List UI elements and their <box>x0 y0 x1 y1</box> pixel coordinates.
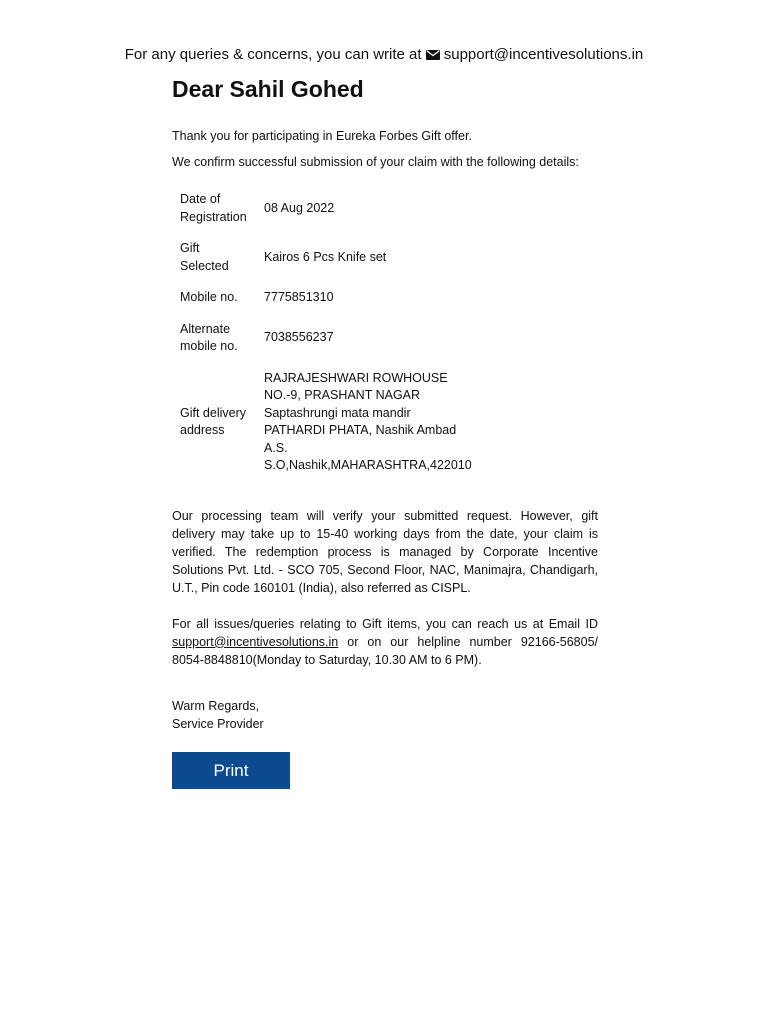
support-email-link[interactable]: support@incentivesolutions.in <box>172 634 339 649</box>
gift-selected-value: Kairos 6 Pcs Knife set <box>264 249 387 264</box>
regards-line: Warm Regards, <box>172 698 260 713</box>
main-content <box>172 74 598 789</box>
table-row-registration <box>172 184 592 233</box>
support-header-text: For any queries & concerns, you can write at <box>124 46 422 63</box>
alternate-mobile-value: 7038556237 <box>264 330 334 345</box>
table-row-address <box>172 363 592 482</box>
registration-date-value: 08 Aug 2022 <box>264 200 335 215</box>
confirmation-line: We confirm successful submission of your claim with the following details: <box>172 155 579 169</box>
issues-prefix: For all issues/queries relating to Gift items, you can reach us at Email ID <box>172 616 598 631</box>
address-line: A.S. <box>264 440 288 455</box>
signature-line: Service Provider <box>172 716 264 731</box>
envelope-icon <box>426 50 440 60</box>
thank-you-line: Thank you for participating in Eureka Forbes Gift offer. <box>172 129 472 143</box>
print-button[interactable]: Print <box>172 752 290 789</box>
delivery-address-label: Gift delivery address <box>180 405 246 437</box>
address-line: NO.-9, PRASHANT NAGAR <box>264 388 421 402</box>
closing <box>172 697 598 733</box>
support-header <box>0 45 768 65</box>
table-row-mobile <box>172 282 592 314</box>
support-email[interactable]: support@incentivesolutions.in <box>443 46 644 63</box>
body-text <box>172 507 598 669</box>
processing-paragraph: Our processing team will verify your submitted request. However, gift delivery may take up to 15-40 working days from the date, your claim is verified. The redemption process is managed by Corporate Incentive Solutions Pvt. Ltd. - SCO 705, Second Floor, NAC, Manimajra, Chandigarh, U.T., Pin code 160101 (India), also referred as CISPL. <box>172 508 598 595</box>
table-row-gift <box>172 233 592 282</box>
delivery-address-value <box>256 363 592 482</box>
address-line: RAJRAJESHWARI ROWHOUSE <box>264 370 448 385</box>
mobile-label: Mobile no. <box>180 290 238 304</box>
claim-details-table <box>172 184 592 482</box>
greeting-heading: Dear Sahil Gohed <box>172 76 364 102</box>
gift-selected-label: Gift Selected <box>180 241 229 273</box>
table-row-alt-mobile <box>172 314 592 363</box>
issues-suffix: or on our helpline number 92166-56805/ 8054-8848810(Monday to Saturday, 10.30 AM to 6 PM). <box>172 634 599 667</box>
intro-text <box>172 128 598 171</box>
address-line: PATHARDI PHATA, Nashik Ambad <box>264 423 457 437</box>
issues-paragraph <box>172 615 598 669</box>
registration-date-label: Date of Registration <box>180 192 247 224</box>
mobile-value: 7775851310 <box>264 290 334 304</box>
address-line: S.O,Nashik,MAHARASHTRA,422010 <box>264 458 472 472</box>
address-line: Saptashrungi mata mandir <box>264 405 411 420</box>
alternate-mobile-label: Alternate mobile no. <box>180 321 238 353</box>
